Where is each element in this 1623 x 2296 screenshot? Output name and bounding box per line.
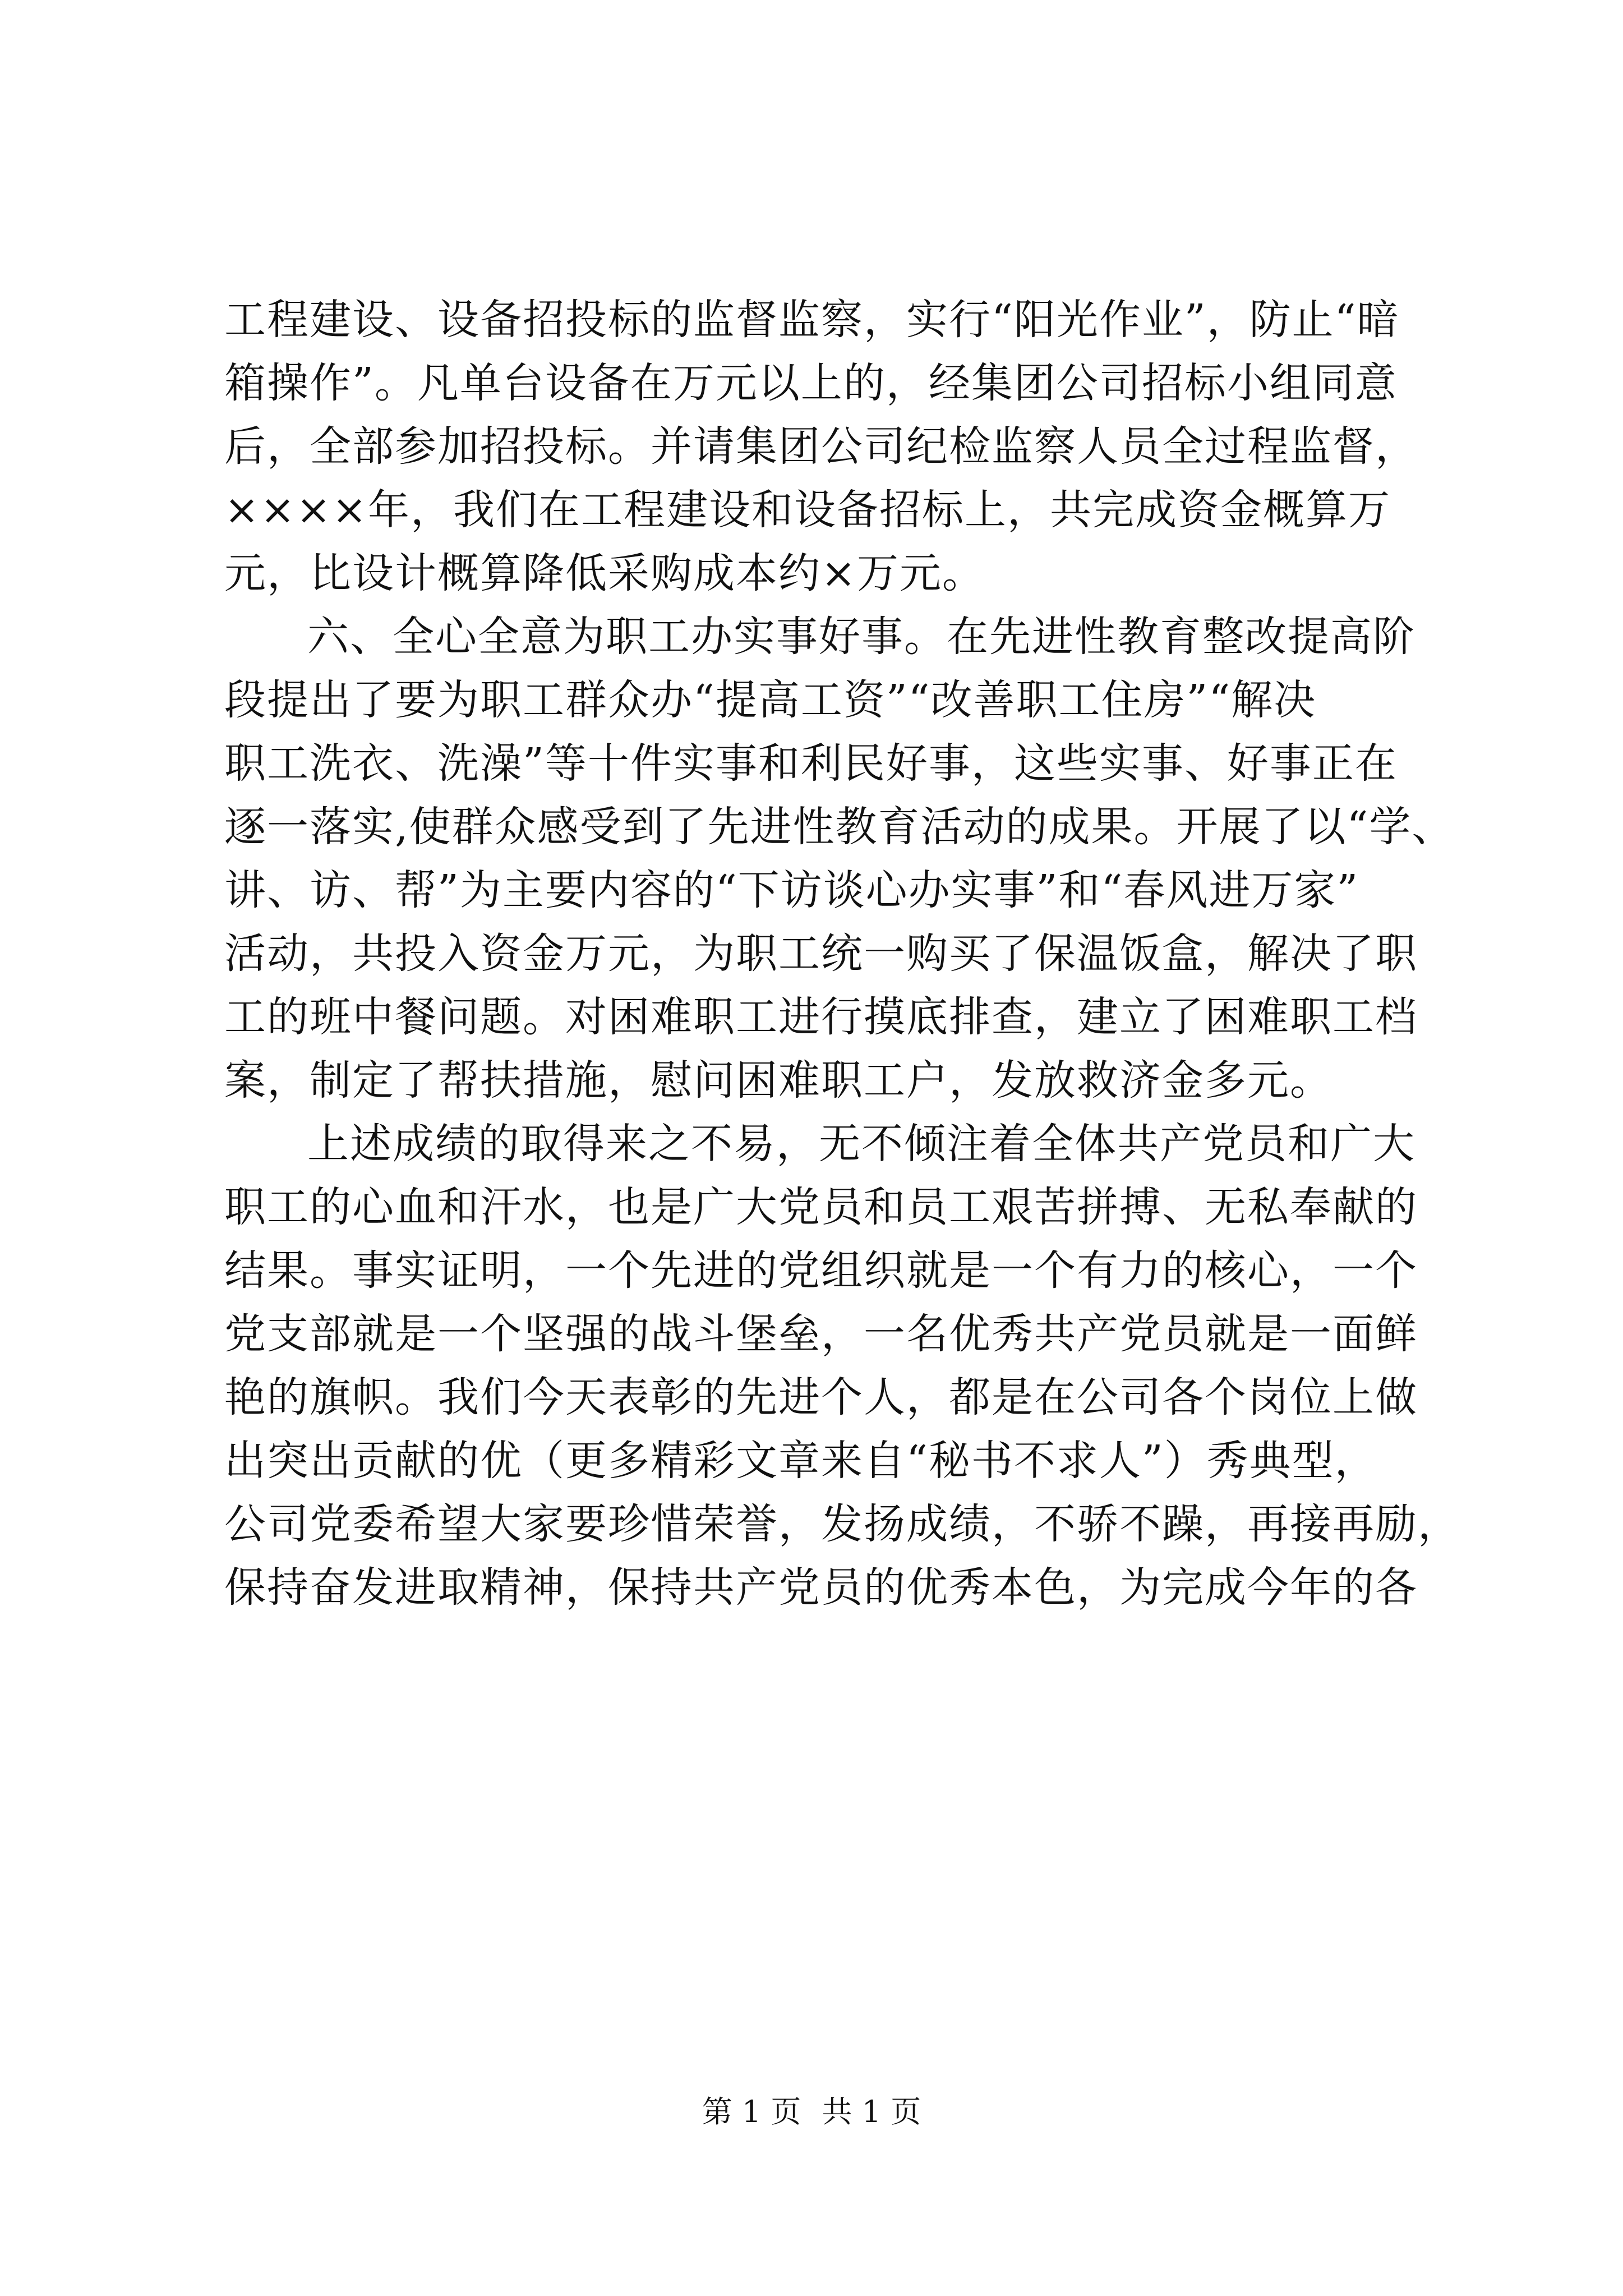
text-line: 公司党委希望大家要珍惜荣誉，发扬成绩，不骄不躁，再接再励， xyxy=(224,1500,1460,1548)
paragraph-start-line: 上述成绩的取得来之不易，无不倾注着全体共产党员和广大 xyxy=(307,1120,1415,1168)
text-line: 后，全部参加招投标。并请集团公司纪检监察人员全过程监督， xyxy=(224,422,1418,471)
text-line: 逐一落实,使群众感受到了先进性教育活动的成果。开展了以“学、 xyxy=(224,803,1455,851)
text-line: 工程建设、设备招投标的监督监察，实行“阳光作业”，防止“暗 xyxy=(224,296,1400,344)
text-line: 保持奋发进取精神，保持共产党员的优秀本色，为完成今年的各 xyxy=(224,1563,1418,1612)
text-line: 党支部就是一个坚强的战斗堡垒，一名优秀共产党员就是一面鲜 xyxy=(224,1310,1418,1358)
text-line: 职工的心血和汗水，也是广大党员和员工艰苦拼搏、无私奉献的 xyxy=(224,1183,1418,1231)
text-line: 箱操作”。凡单台设备在万元以上的，经集团公司招标小组同意 xyxy=(224,359,1398,407)
text-line: 段提出了要为职工群众办“提高工资”“改善职工住房”“解决 xyxy=(224,676,1317,724)
text-line: 讲、访、帮”为主要内容的“下访谈心办实事”和“春风进万家” xyxy=(224,866,1359,914)
text-line: 元，比设计概算降低采购成本约×万元。 xyxy=(224,549,985,597)
text-line: 案，制定了帮扶措施，慰问困难职工户，发放救济金多元。 xyxy=(224,1056,1332,1105)
page-total: 共 1 页 xyxy=(822,2094,921,2129)
text-line: ××××年，我们在工程建设和设备招标上，共完成资金概算万 xyxy=(224,486,1391,534)
page-number: 第 1 页 xyxy=(702,2094,801,2129)
paragraph-start-line: 六、全心全意为职工办实事好事。在先进性教育整改提高阶 xyxy=(307,613,1415,661)
text-line: 艳的旗帜。我们今天表彰的先进个人，都是在公司各个岗位上做 xyxy=(224,1373,1418,1421)
text-line: 出突出贡献的优（更多精彩文章来自“秘书不求人”）秀典型， xyxy=(224,1437,1377,1485)
text-line: 工的班中餐问题。对困难职工进行摸底排查，建立了困难职工档 xyxy=(224,993,1418,1041)
page-footer xyxy=(0,2092,1623,2132)
text-line: 结果。事实证明，一个先进的党组织就是一个有力的核心，一个 xyxy=(224,1246,1418,1295)
text-line: 活动，共投入资金万元，为职工统一购买了保温饭盒，解决了职 xyxy=(224,930,1418,978)
text-line: 职工洗衣、洗澡”等十件实事和利民好事，这些实事、好事正在 xyxy=(224,739,1398,788)
